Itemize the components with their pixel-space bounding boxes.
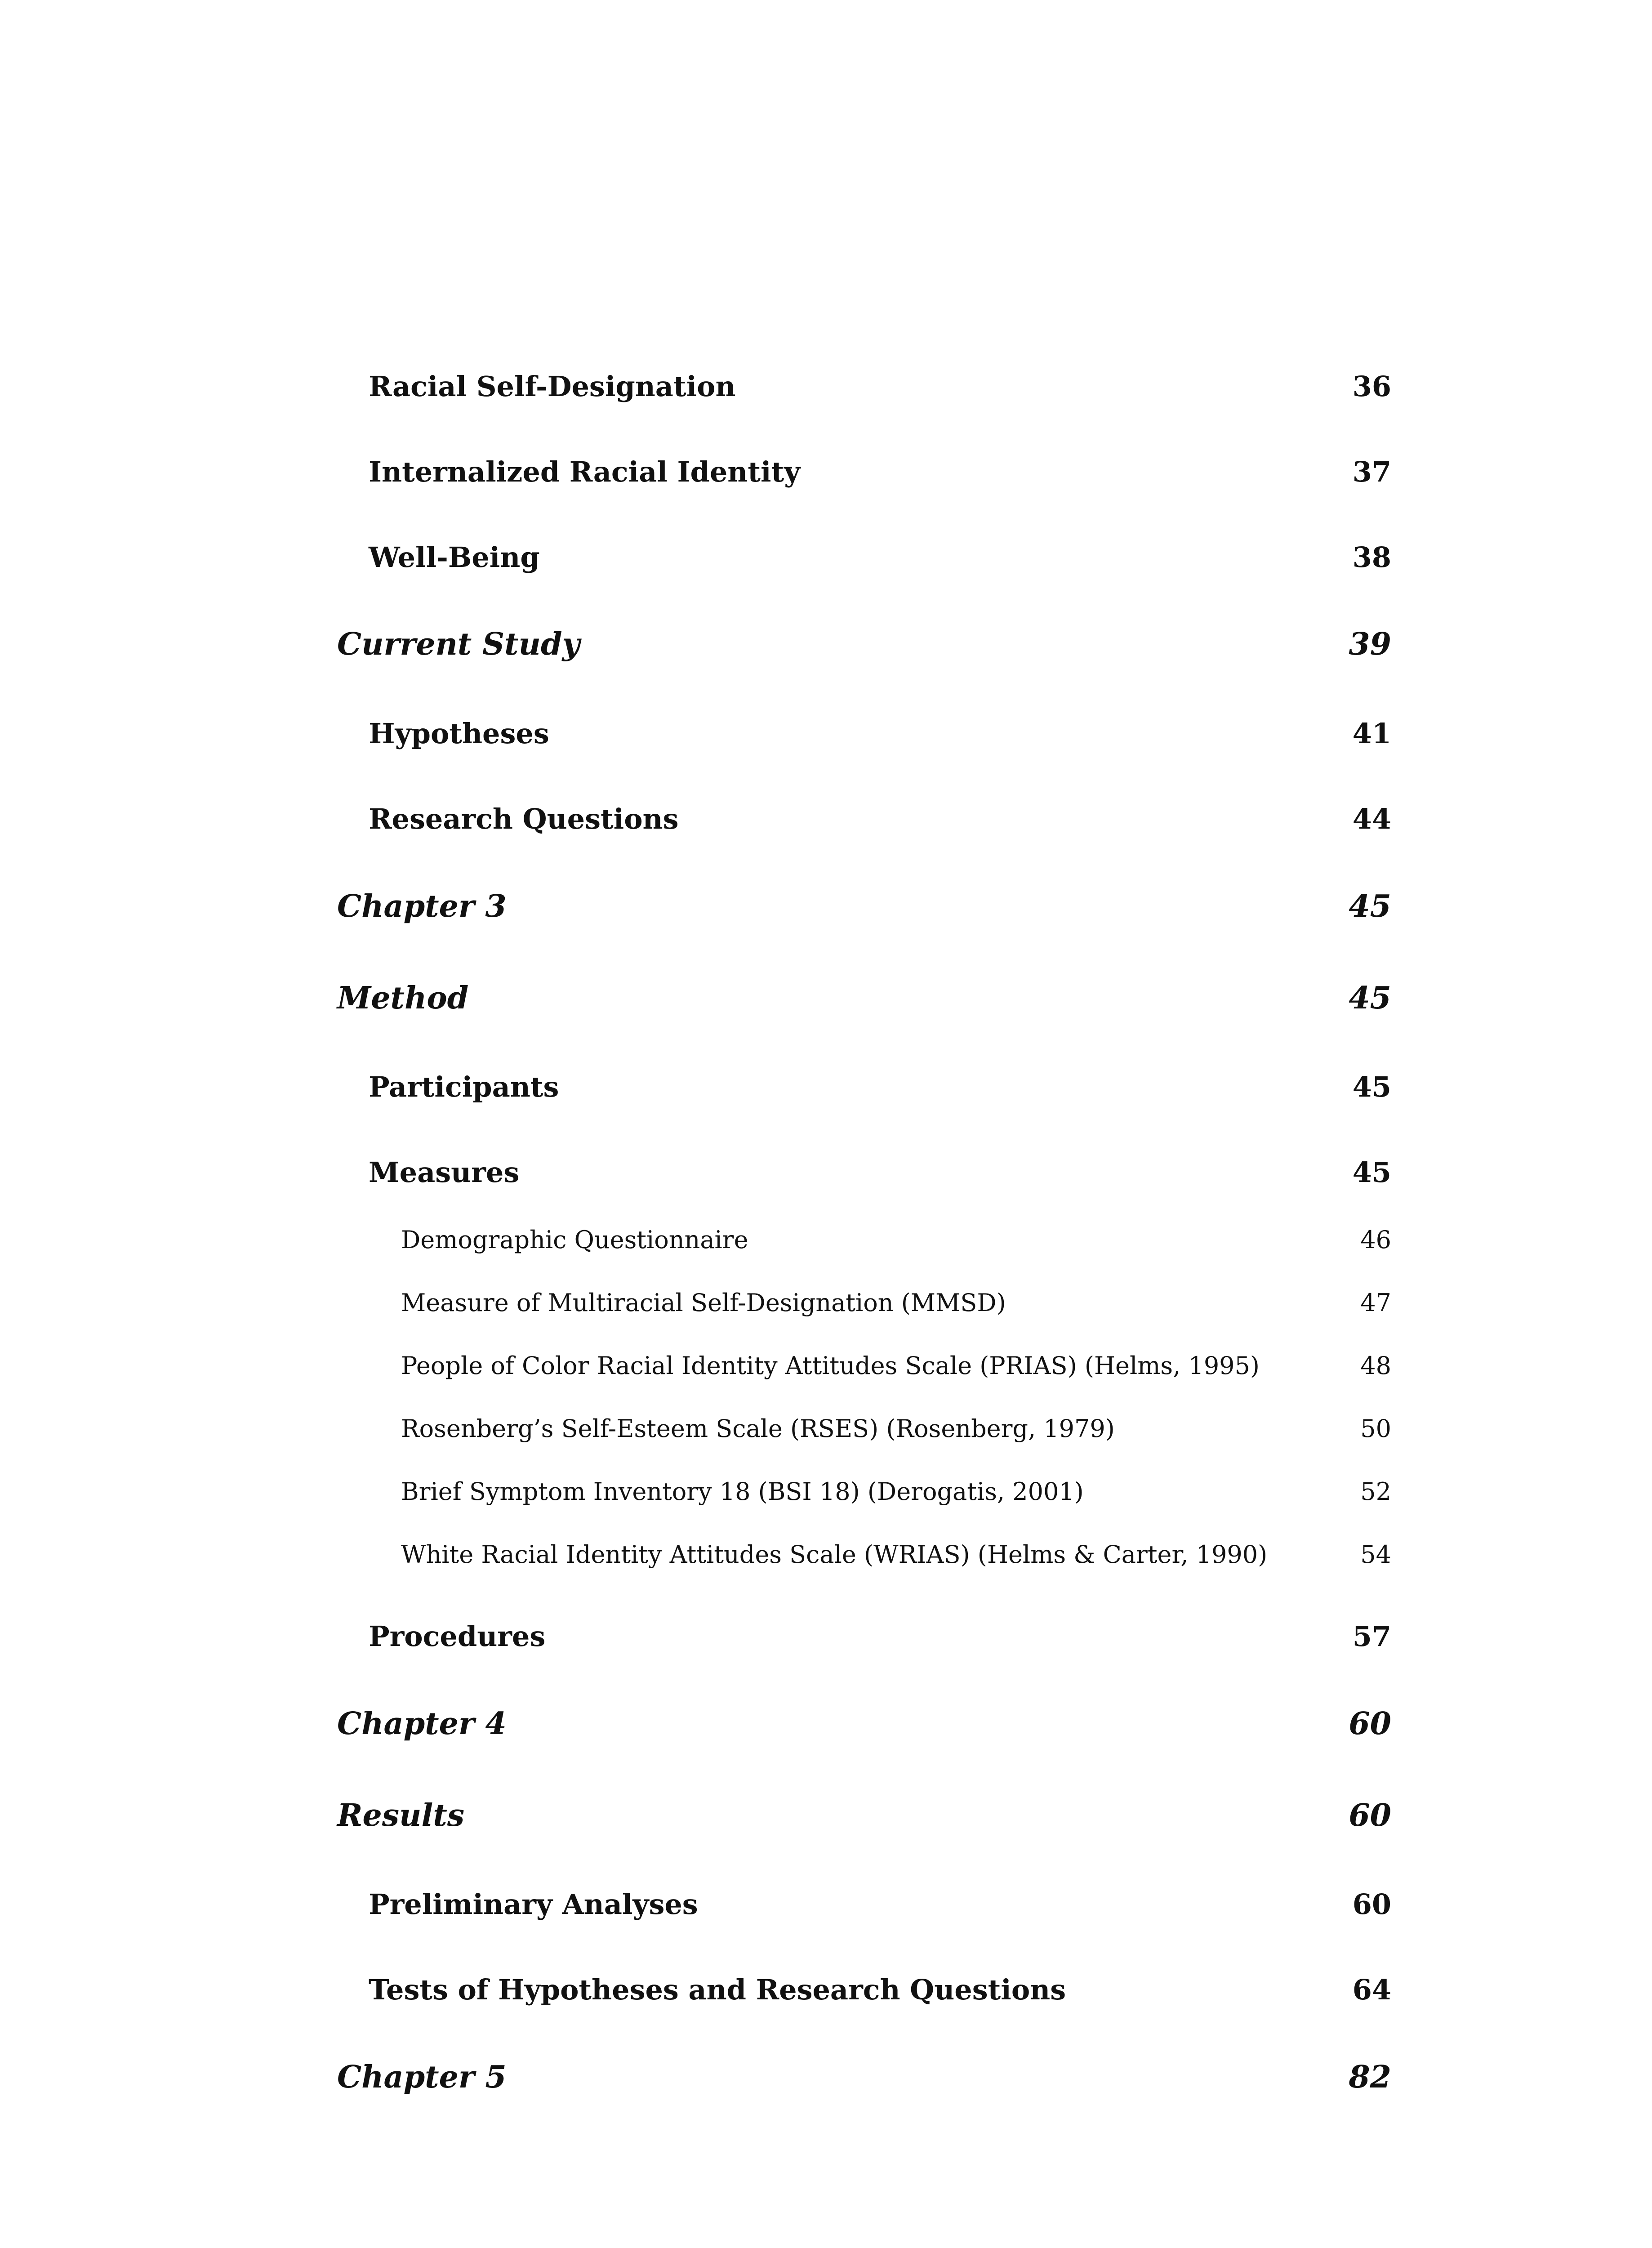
toc-entry-title: Brief Symptom Inventory 18 (BSI 18) (Derogatis, 2001) — [401, 1477, 1084, 1506]
toc-entry-title: People of Color Racial Identity Attitudes Scale (PRIAS) (Helms, 1995) — [401, 1351, 1260, 1380]
toc-entry-page-number: 41 — [1352, 717, 1391, 750]
toc-entry-page-number: 37 — [1352, 455, 1391, 488]
toc-entry-page-number: 50 — [1360, 1414, 1391, 1443]
toc-entry-bsi-18 — [337, 1465, 1391, 1519]
toc-entry-well-being — [337, 531, 1391, 584]
toc-entry-rses — [337, 1402, 1391, 1456]
toc-entry-page-number: 45 — [1349, 980, 1391, 1016]
toc-entry-page-number: 82 — [1349, 2059, 1391, 2095]
toc-entry-title: Chapter 3 — [337, 888, 507, 924]
toc-entry-page-number: 47 — [1360, 1289, 1391, 1317]
toc-entry-method — [337, 971, 1391, 1025]
toc-entry-page-number: 60 — [1349, 1706, 1391, 1742]
toc-entry-page-number: 48 — [1360, 1351, 1391, 1380]
toc-entry-internalized-racial-identity — [337, 445, 1391, 499]
toc-entry-preliminary-analyses — [337, 1878, 1391, 1931]
toc-entry-title: Research Questions — [369, 803, 679, 835]
toc-entry-page-number: 39 — [1349, 626, 1391, 662]
toc-entry-chapter-5 — [337, 2050, 1391, 2104]
toc-entry-title: Hypotheses — [369, 717, 549, 750]
toc-entry-page-number: 57 — [1352, 1620, 1391, 1653]
toc-entry-page-number: 46 — [1360, 1226, 1391, 1254]
toc-entry-title: Well-Being — [369, 541, 540, 574]
toc-entry-participants — [337, 1060, 1391, 1114]
toc-entry-chapter-3 — [337, 879, 1391, 933]
toc-entry-demographic-questionnaire — [337, 1213, 1391, 1267]
toc-entry-title: Measures — [369, 1156, 520, 1189]
toc-entry-hypotheses — [337, 707, 1391, 761]
toc-entry-procedures — [337, 1610, 1391, 1664]
toc-entry-page-number: 64 — [1352, 1973, 1391, 2006]
toc-entry-page-number: 45 — [1352, 1070, 1391, 1103]
toc-entry-page-number: 38 — [1352, 541, 1391, 574]
toc-entry-title: Current Study — [337, 626, 580, 662]
toc-entry-page-number: 60 — [1349, 1798, 1391, 1833]
toc-entry-page-number: 44 — [1352, 803, 1391, 835]
toc-entry-title: Participants — [369, 1070, 559, 1103]
toc-entry-page-number: 45 — [1349, 888, 1391, 924]
toc-entry-wrias — [337, 1528, 1391, 1582]
toc-entry-page-number: 54 — [1360, 1540, 1391, 1569]
toc-entry-title: Internalized Racial Identity — [369, 455, 801, 488]
toc-entry-title: Rosenberg’s Self-Esteem Scale (RSES) (Rosenberg, 1979) — [401, 1414, 1115, 1443]
toc-entry-title: Demographic Questionnaire — [401, 1226, 748, 1254]
toc-entry-chapter-4 — [337, 1697, 1391, 1751]
toc-entry-title: Tests of Hypotheses and Research Questions — [369, 1973, 1066, 2006]
toc-entry-title: Preliminary Analyses — [369, 1888, 698, 1921]
toc-entry-title: Chapter 5 — [337, 2059, 507, 2095]
toc-entry-title: Racial Self-Designation — [369, 370, 736, 403]
toc-entry-title: Measure of Multiracial Self-Designation (MMSD) — [401, 1289, 1006, 1317]
toc-entry-title: Results — [337, 1798, 465, 1833]
toc-entry-prias — [337, 1339, 1391, 1393]
toc-entry-current-study — [337, 617, 1391, 671]
toc-entry-title: Procedures — [369, 1620, 546, 1653]
toc-entry-results — [337, 1789, 1391, 1842]
toc-entry-title: Chapter 4 — [337, 1706, 507, 1742]
toc-entry-page-number: 36 — [1352, 370, 1391, 403]
toc-entry-measures — [337, 1146, 1391, 1200]
toc-entry-title: Method — [337, 980, 469, 1016]
toc-entry-page-number: 60 — [1352, 1888, 1391, 1921]
toc-entry-page-number: 52 — [1360, 1477, 1391, 1506]
toc-entry-mmsd — [337, 1276, 1391, 1330]
toc-entry-racial-self-designation — [337, 360, 1391, 414]
toc-entry-title: White Racial Identity Attitudes Scale (WRIAS) (Helms & Carter, 1990) — [401, 1540, 1268, 1569]
toc-entry-page-number: 45 — [1352, 1156, 1391, 1189]
toc-entry-research-questions — [337, 792, 1391, 846]
toc-entry-tests-of-hypotheses — [337, 1963, 1391, 2017]
